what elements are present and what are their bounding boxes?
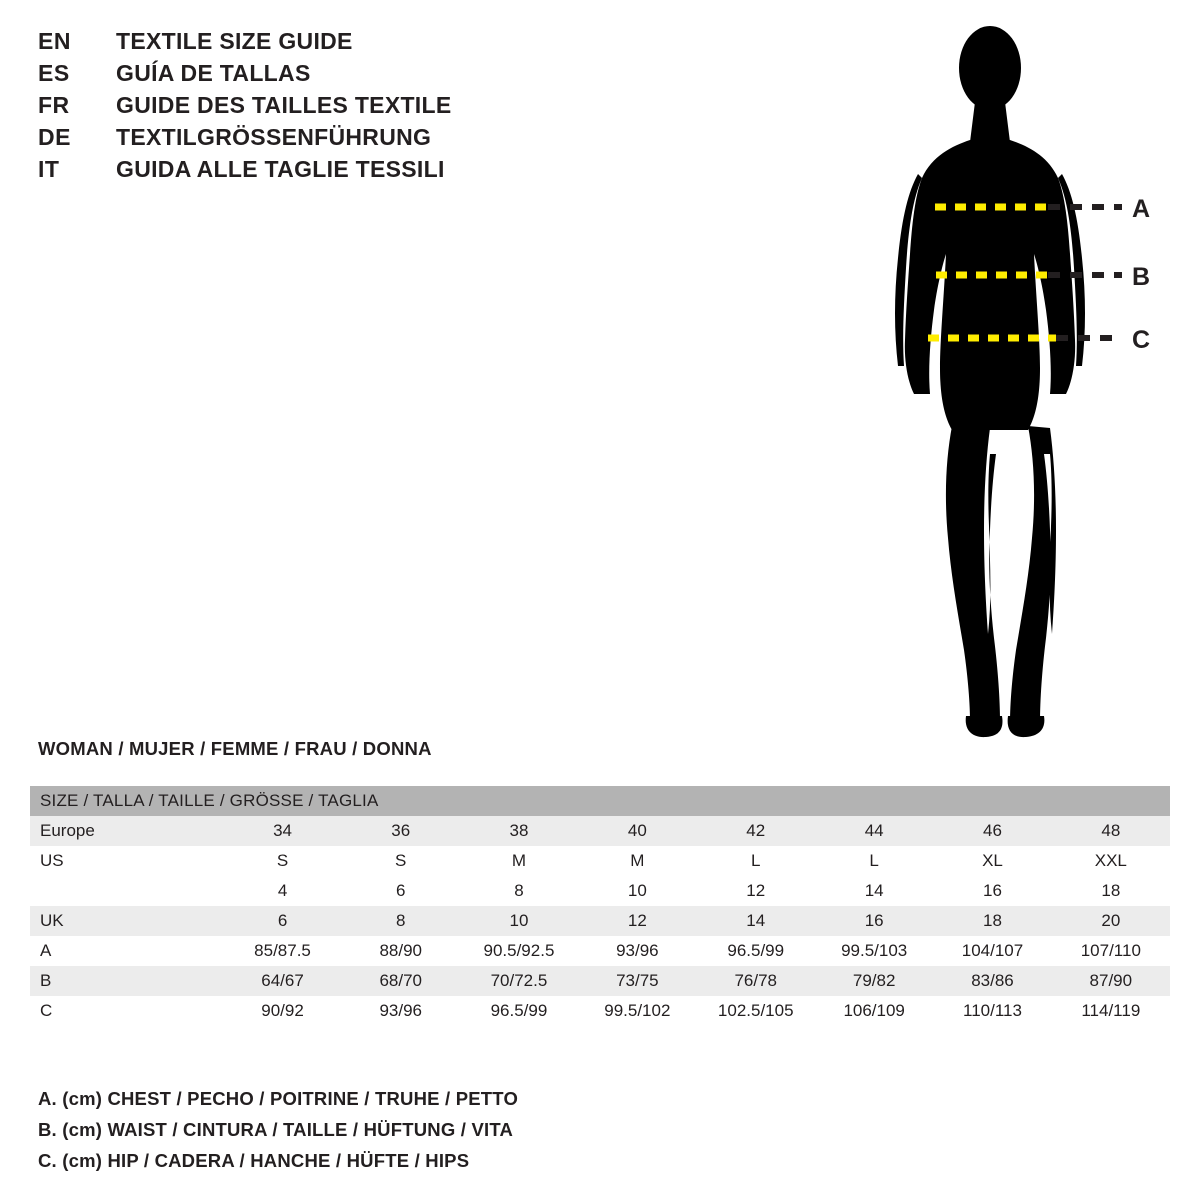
table-header-label: SIZE / TALLA / TAILLE / GRÖSSE / TAGLIA	[40, 791, 379, 810]
cell: 96.5/99	[490, 1001, 548, 1020]
cell: 64/67	[261, 971, 304, 990]
row-label-uk: UK	[40, 911, 64, 930]
cell: 8	[514, 881, 524, 900]
cell: M	[630, 851, 645, 870]
legend-line-a: A. (cm) CHEST / PECHO / POITRINE / TRUHE / PETTO	[38, 1088, 519, 1109]
cell: 20	[1101, 911, 1121, 930]
cell: XL	[982, 851, 1003, 870]
title-text-fr: GUIDE DES TAILLES TEXTILE	[116, 92, 452, 118]
cell: 83/86	[971, 971, 1014, 990]
title-row-de	[38, 124, 738, 156]
cell: 79/82	[852, 971, 896, 990]
cell: 8	[395, 911, 406, 930]
cell: L	[869, 851, 879, 870]
marker-label-c: C	[1132, 326, 1151, 354]
title-block	[38, 28, 738, 188]
title-text-de: TEXTILGRÖSSENFÜHRUNG	[116, 124, 432, 150]
cell: 102.5/105	[717, 1001, 794, 1020]
cell: 99.5/102	[604, 1001, 671, 1020]
cell: 14	[746, 911, 766, 930]
title-row-en	[38, 28, 738, 60]
cell: 44	[864, 821, 884, 840]
table-row	[30, 816, 1170, 846]
legend-block	[38, 1088, 838, 1181]
cell: XXL	[1094, 851, 1127, 870]
cell: 90.5/92.5	[483, 941, 555, 960]
legend-line-b: B. (cm) WAIST / CINTURA / TAILLE / HÜFTUNG / VITA	[38, 1119, 514, 1140]
cell: 73/75	[616, 971, 659, 990]
cell: 106/109	[843, 1001, 905, 1020]
cell: S	[276, 851, 289, 870]
title-text-en: TEXTILE SIZE GUIDE	[116, 28, 353, 54]
cell: 36	[391, 821, 411, 840]
cell: 68/70	[379, 971, 422, 990]
cell: 85/87.5	[254, 941, 311, 960]
table-row	[30, 906, 1170, 936]
cell: 16	[864, 911, 884, 930]
cell: 110/113	[963, 1001, 1022, 1020]
cell: 40	[627, 821, 647, 840]
table-header-row	[30, 786, 1170, 816]
title-row-fr	[38, 92, 738, 124]
table-row	[30, 876, 1170, 906]
cell: 46	[983, 821, 1002, 840]
cell: 88/90	[379, 941, 422, 960]
cell: 87/90	[1089, 971, 1133, 990]
cell: 6	[395, 881, 406, 900]
cell: 42	[746, 821, 766, 840]
cell: 18	[1101, 881, 1121, 900]
cell: 99.5/103	[841, 941, 908, 960]
cell: 34	[273, 821, 292, 840]
title-lang-de: DE	[38, 124, 71, 150]
cell: 18	[983, 911, 1002, 930]
row-label-c: C	[40, 1001, 53, 1020]
marker-label-a: A	[1132, 195, 1151, 223]
cell: 6	[277, 911, 288, 930]
title-text-it: GUIDA ALLE TAGLIE TESSILI	[116, 156, 445, 182]
cell: S	[395, 851, 407, 870]
cell: M	[511, 851, 527, 870]
female-body-figure	[860, 10, 1190, 750]
cell: 90/92	[261, 1001, 304, 1020]
legend-line-c: C. (cm) HIP / CADERA / HANCHE / HÜFTE / HIPS	[38, 1150, 470, 1171]
title-lang-en: EN	[38, 28, 71, 54]
cell: 12	[746, 881, 766, 900]
cell: 93/96	[616, 941, 659, 960]
row-label-us: US	[40, 851, 64, 870]
cell: 107/110	[1080, 941, 1141, 960]
cell: 38	[509, 821, 529, 840]
title-row-it	[38, 156, 738, 188]
section-heading-woman: WOMAN / MUJER / FEMME / FRAU / DONNA	[38, 738, 432, 759]
marker-label-b: B	[1132, 263, 1151, 291]
cell: 96.5/99	[727, 941, 785, 960]
cell: 104/107	[961, 941, 1024, 960]
cell: 10	[627, 881, 647, 900]
cell: 48	[1101, 821, 1121, 840]
cell: 114/119	[1081, 1001, 1141, 1020]
table-row	[30, 846, 1170, 876]
cell: 76/78	[734, 971, 778, 990]
cell: 70/72.5	[490, 971, 548, 990]
row-label-us-numeric	[30, 876, 223, 906]
row-label-europe: Europe	[40, 821, 95, 840]
title-text-es: GUÍA DE TALLAS	[116, 60, 311, 86]
row-label-b: B	[40, 971, 52, 990]
body-silhouette-icon	[895, 26, 1085, 737]
title-lang-it: IT	[38, 156, 60, 182]
table-row	[30, 996, 1170, 1026]
cell: 10	[509, 911, 529, 930]
cell: 4	[277, 881, 288, 900]
title-lang-es: ES	[38, 60, 70, 86]
cell: 16	[983, 881, 1002, 900]
cell: 12	[627, 911, 647, 930]
cell: 14	[864, 881, 884, 900]
table-row	[30, 966, 1170, 996]
row-label-a: A	[40, 941, 52, 960]
cell: L	[751, 851, 761, 870]
title-lang-fr: FR	[38, 92, 70, 118]
cell: 93/96	[379, 1001, 422, 1020]
title-row-es	[38, 60, 738, 92]
table-row	[30, 936, 1170, 966]
size-table	[30, 786, 1170, 1026]
